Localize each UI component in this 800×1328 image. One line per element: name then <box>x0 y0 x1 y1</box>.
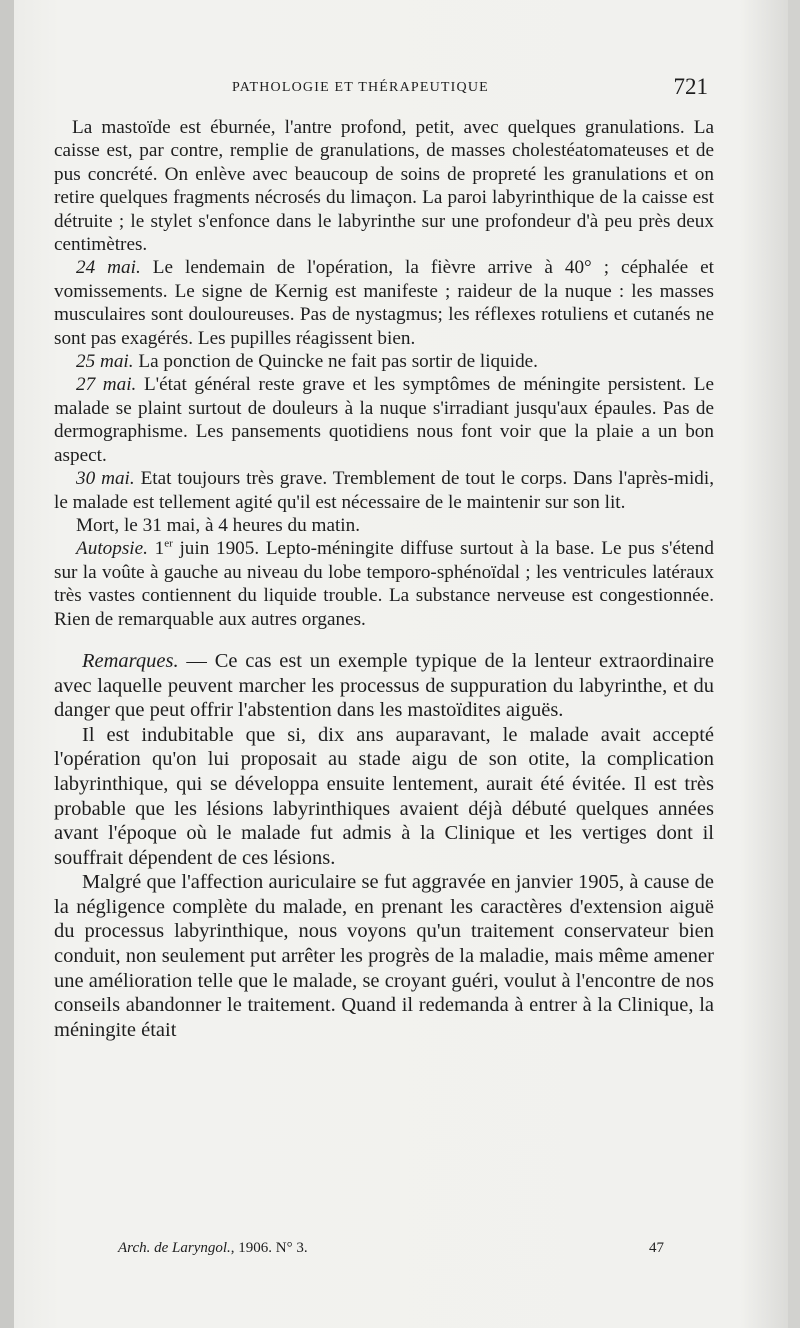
paragraph-27-mai <box>54 373 714 467</box>
page-header <box>72 76 712 102</box>
paragraph-death <box>54 514 714 537</box>
paragraph-text: juin 1905. Lepto-méningite diffuse surtout à la base. Le pus s'étend sur la voûte à gauche au niveau du lobe temporo-sphénoïdal ; les ventricules latéraux très vastes contiennent du liquide trouble. La substance nerveuse est congestionnée. Rien de remarquable aux autres organes. <box>54 538 714 630</box>
paragraph-text: Mort, le 31 mai, à 4 heures du matin. <box>76 514 361 536</box>
paragraph-text: Etat toujours très grave. Tremblement de tout le corps. Dans l'après-midi, le malade est tellement agité qu'il est nécessaire de le maintenir sur son lit. <box>54 468 714 513</box>
date-label: 24 mai. <box>76 257 141 279</box>
page-footer <box>118 1240 678 1262</box>
paragraph-mastoid <box>54 116 714 256</box>
journal-name: Arch. de Laryngol. <box>118 1240 231 1256</box>
page-body <box>54 116 714 1042</box>
journal-issue: , 1906. N° 3. <box>230 1240 308 1256</box>
page-number: 721 <box>673 74 708 99</box>
ordinal-superscript: er <box>164 537 173 550</box>
date-label: 27 mai. <box>76 374 137 396</box>
journal-citation <box>118 1240 308 1257</box>
paragraph-text: Malgré que l'affection auriculaire se fut aggravée en janvier 1905, à cause de la négligence complète du malade, en prenant les caractères d'extension aiguë du processus labyrinthique, nous voyons qu'un traitement conservateur bien conduit, non seulement put arrêter les progrès de la maladie, mais même amener une amélioration telle que le malade, se croyant guéri, voulut à l'encontre de nos conseils abandonner le traitement. Quand il redemanda à entrer à la Clinique, la méningite était <box>54 871 714 1041</box>
paragraph-text: — Ce cas est un exemple typique de la lenteur extraordinaire avec laquelle peuvent marcher les processus de suppuration du labyrinthe, et du danger que peut offrir l'abstention dans les mastoïdites aiguës. <box>54 649 714 722</box>
remarks-paragraph-2 <box>54 723 714 871</box>
paragraph-text: La ponction de Quincke ne fait pas sortir de liquide. <box>133 351 538 373</box>
signature-mark: 47 <box>649 1240 664 1256</box>
remarks-title: Remarques. <box>82 649 179 672</box>
paragraph-text: Il est indubitable que si, dix ans auparavant, le malade avait accepté l'opération qu'on lui proposait au stade aigu de son otite, la complication labyrinthique, qui se développa ensuite lentement, aurait été évitée. Il est très probable que les lésions labyrinthiques avaient déjà débuté quelques années avant l'époque où le malade fut admis à la Clinique et les vertiges dont il souffrait dépendent de ces lésions. <box>54 723 714 869</box>
paragraph-text: La mastoïde est éburnée, l'antre profond, petit, avec quelques granulations. La caisse est, par contre, remplie de granulations, de masses cholestéatomateuses et de pus concrété. On enlève avec beaucoup de soins de propreté les granulations et on retire quelques fragments nécrosés du limaçon. La paroi labyrinthique de la caisse est détruite ; le stylet s'enfonce dans le labyrinthe sur une profondeur d'à peu près deux centimètres. <box>54 117 714 256</box>
date-label: 30 mai. <box>76 468 135 490</box>
running-head: PATHOLOGIE ET THÉRAPEUTIQUE <box>232 80 489 95</box>
paragraph-24-mai <box>54 256 714 350</box>
remarks-paragraph-3 <box>54 870 714 1042</box>
paragraph-autopsy <box>54 537 714 631</box>
date-label: 25 mai. <box>76 351 134 373</box>
autopsy-day: 1 <box>147 538 165 560</box>
paragraph-text: L'état général reste grave et les symptômes de méningite persistent. Le malade se plaint surtout de douleurs à la nuque s'irradiant jusqu'aux épaules. Pas de dermographisme. Les pansements quotidiens nous font voir que la plaie a un bon aspect. <box>54 374 714 466</box>
page-left-edge <box>0 0 14 1328</box>
remarks-paragraph-1 <box>54 649 714 723</box>
autopsy-label: Autopsie. <box>76 538 148 560</box>
page-right-edge <box>788 0 800 1328</box>
paragraph-25-mai <box>54 350 714 373</box>
paragraph-30-mai <box>54 467 714 514</box>
remarks-section <box>54 649 714 1043</box>
paragraph-text: Le lendemain de l'opération, la fièvre arrive à 40° ; céphalée et vomissements. Le signe de Kernig est manifeste ; raideur de la nuque : les masses musculaires sont douloureuses. Pas de nystagmus; les réflexes rotuliens et cutanés ne sont pas exagérés. Les pupilles réagissent bien. <box>54 257 714 349</box>
